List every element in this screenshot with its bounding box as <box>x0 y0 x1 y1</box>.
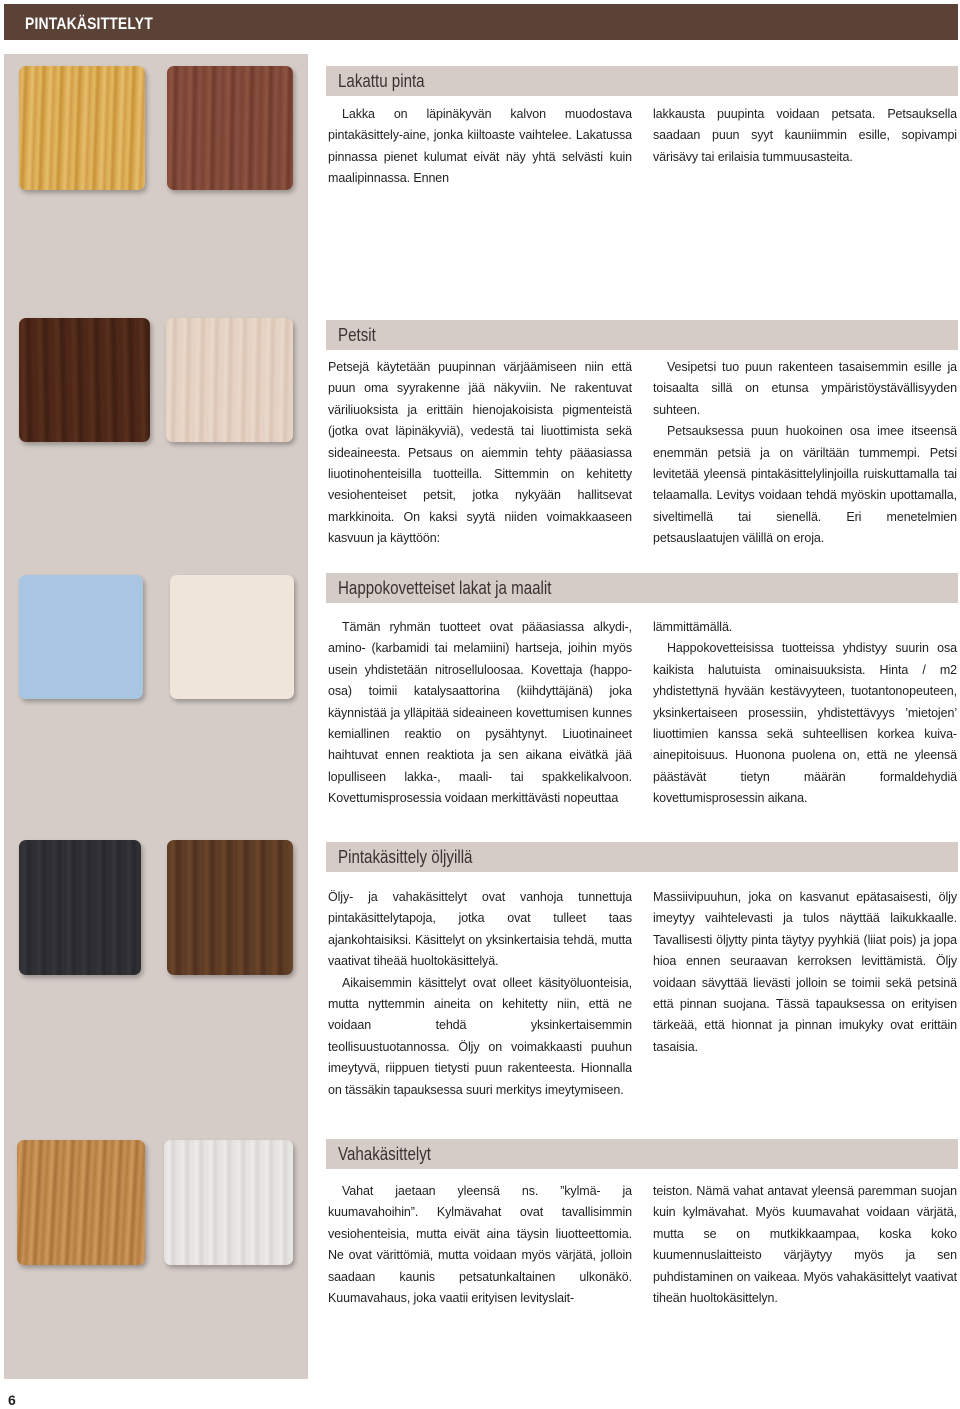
section-title: Lakattu pinta <box>338 71 425 91</box>
section-text-left <box>328 1181 632 1309</box>
section-header-petsit <box>326 320 958 350</box>
section-text-right <box>653 357 957 550</box>
paragraph: lakkausta puupinta voidaan petsata. Petsauksella saadaan puun syyt kauniimmin esille, sopivampi värisävy tai erilaisia tummuusasteita. <box>653 107 957 164</box>
swatch-walnut <box>167 840 293 975</box>
page-header-title: PINTAKÄSITTELYT <box>25 14 153 33</box>
paragraph: Happokovetteisissa tuotteissa yhdistyy suurin osa kaikista halutuista ominaisuuksista. Hinta / m2 yhdistettynä hyvään kestävyyteen, tuotantonopeuteen, yksinkertaiseen prosessiin, yhdistettävyys ’mietojen’ liuottimien kanssa sekä suhteellisen korkea kuiva-ainepitoisuus. Huonona puolena on, että ne yleensä päästävät tietyn määrän formaldehydiä kovettumisprosessin aikana. <box>653 641 957 806</box>
section-title: Happokovetteiset lakat ja maalit <box>338 578 552 598</box>
paragraph: Vahat jaetaan yleensä ns. ”kylmä- ja kuumavahoihin”. Kylmävahat ovat tavallisimmin vesiohenteisia, mutta eivät aina täysin liuotteettomia. Ne ovat värittömiä, mutta voidaan myös värjätä, jolloin saadaan kaunis petsatunkaltainen ulkonäkö. Kuumavahaus, joka vaatii erityisen levityslait- <box>328 1184 632 1306</box>
section-header-oljyt <box>326 842 958 872</box>
section-header-vahat <box>326 1139 958 1169</box>
section-text-right <box>653 887 957 1058</box>
swatch-pale-wood <box>166 318 293 442</box>
paragraph: Lakka on läpinäkyvän kalvon muodostava pintakäsittely-aine, jonka kiiltoaste vaihtelee. Lakatussa pinnassa pienet kulumat eivät näy yhtä selvästi kuin maalipinnassa. Ennen <box>328 107 632 186</box>
swatch-white-wood <box>164 1140 293 1265</box>
paragraph: Vesipetsi tuo puun rakenteen tasaisemmin esille ja toisaalta sillä on etunsa ympäristöystävällisyyden suhteen. <box>653 360 957 417</box>
paragraph: teiston. Nämä vahat antavat yleensä paremman suojan kuin kylmävahat. Myös kuumavahat voidaan värjätä, mutta se on mutkikkaampaa, koska koko kuumennuslaitteisto värjäytyy myös ja sen puhdistaminen on vaikeaa. Myös vahakäsittelyt vaativat tiheän huoltokäsittelyn. <box>653 1184 957 1306</box>
section-text-left <box>328 617 632 810</box>
section-header-lakattu <box>326 66 958 96</box>
paragraph: Aikaisemmin käsittelyt ovat olleet käsityöluonteisia, mutta nyttemmin aineita on kehitetty niin, että ne voidaan tehdä yksinkertaisemmin teollisuustuotannossa. Öljy on voimakkaasti puuhun imeytyvä, riippuen tietysti puun rakenteesta. Hionnalla on tässäkin tapauksessa suuri merkitys imeytymiseen. <box>328 975 632 1097</box>
paragraph: Petsauksessa puun huokoinen osa imee itseensä enemmän petsiä ja on väriltään tummempi. Petsi levitetää yleensä pintakäsittelylinjoilla ruiskuttamalla tai telaamalla. Levitys voidaan tehdä myöskin upottamalla, siveltimellä tai sienellä. Eri menetelmien petsauslaatujen välillä on eroja. <box>653 424 957 546</box>
section-text-right <box>653 617 957 810</box>
paragraph: Öljy- ja vahakäsittelyt ovat vanhoja tunnettuja pintakäsittelytapoja, jotka ovat tulleet taas ajankohtaisiksi. Käsittelyt on yksinkertaisia tehdä, mutta vaativat tiheää huoltokäsittelyä. <box>328 890 632 969</box>
swatch-mahogany <box>167 66 293 190</box>
section-header-happokovetteiset <box>326 573 958 603</box>
swatch-dark-brown <box>19 318 150 442</box>
paragraph: Petsejä käytetään puupinnan värjäämiseen niin että puun oma syyrakenne jää näkyviin. Ne rakentuvat väriliuoksista ja erittäin hienojakoisista pigmenteistä (jotka ovat läpinäkyviä), vedestä tai liuottimista sekä sideaineesta. Petsaus on aiemmin tehty pääasiassa liuotinohenteisilla tuotteilla. Sittemmin on kehitetty vesiohenteiset petsit, jotka nykyään hallitsevat markkinoita. On kaksi syytä niiden voimakkaaseen kasvuun ja käyttöön: <box>328 360 632 546</box>
swatch-golden-oak <box>17 1140 145 1265</box>
section-title: Vahakäsittelyt <box>338 1144 432 1164</box>
swatch-oak-light <box>19 66 145 190</box>
section-text-left <box>328 104 632 190</box>
paragraph: Massiivipuuhun, joka on kasvanut epätasaisesti, öljy imeytyy vaihtelevasti ja tulos näyttää laikukkaalle. Tavallisesti öljytty pinta täytyy pyyhkiä (liiat pois) ja jopa hioa ennen seuraavan kerroksen levittämistä. Öljy voidaan sävyttää lievästi jolloin se toimii sekä petsinä että pinnan suojana. Tässä tapauksessa on erityisen tärkeää, että hionnat ja pinnan imukyky ovat erittäin tasaisia. <box>653 890 957 1054</box>
swatch-cream <box>170 575 294 699</box>
section-text-left <box>328 887 632 1101</box>
section-title: Pintakäsittely öljyillä <box>338 847 473 867</box>
section-text-right <box>653 104 957 168</box>
header-bar <box>4 4 958 40</box>
section-text-left <box>328 357 632 550</box>
page-number: 6 <box>8 1392 16 1408</box>
section-title: Petsit <box>338 325 376 345</box>
section-text-right <box>653 1181 957 1309</box>
swatch-light-blue <box>19 575 143 699</box>
paragraph: lämmittämällä. <box>653 620 733 634</box>
paragraph: Tämän ryhmän tuotteet ovat pääasiassa alkydi-, amino- (karbamidi tai melamiini) hartseja, joihin myös usein yhdistetään nitroselluloosaa. Kovettaja (happo-osa) toimii katalysaattorina (kiihdyttäjänä) joka käynnistää ja ylläpitää sideaineen kovettumisen kunnes kemiallinen reaktio on pysähtynyt. Liuotinaineet haihtuvat ennen reaktiota ja sen aikana eivätkä jää lopulliseen lakka-, maali- tai spakkelikalvoon. Kovettumisprosessia voidaan merkittävästi nopeuttaa <box>328 620 632 806</box>
swatch-charcoal <box>19 840 141 975</box>
